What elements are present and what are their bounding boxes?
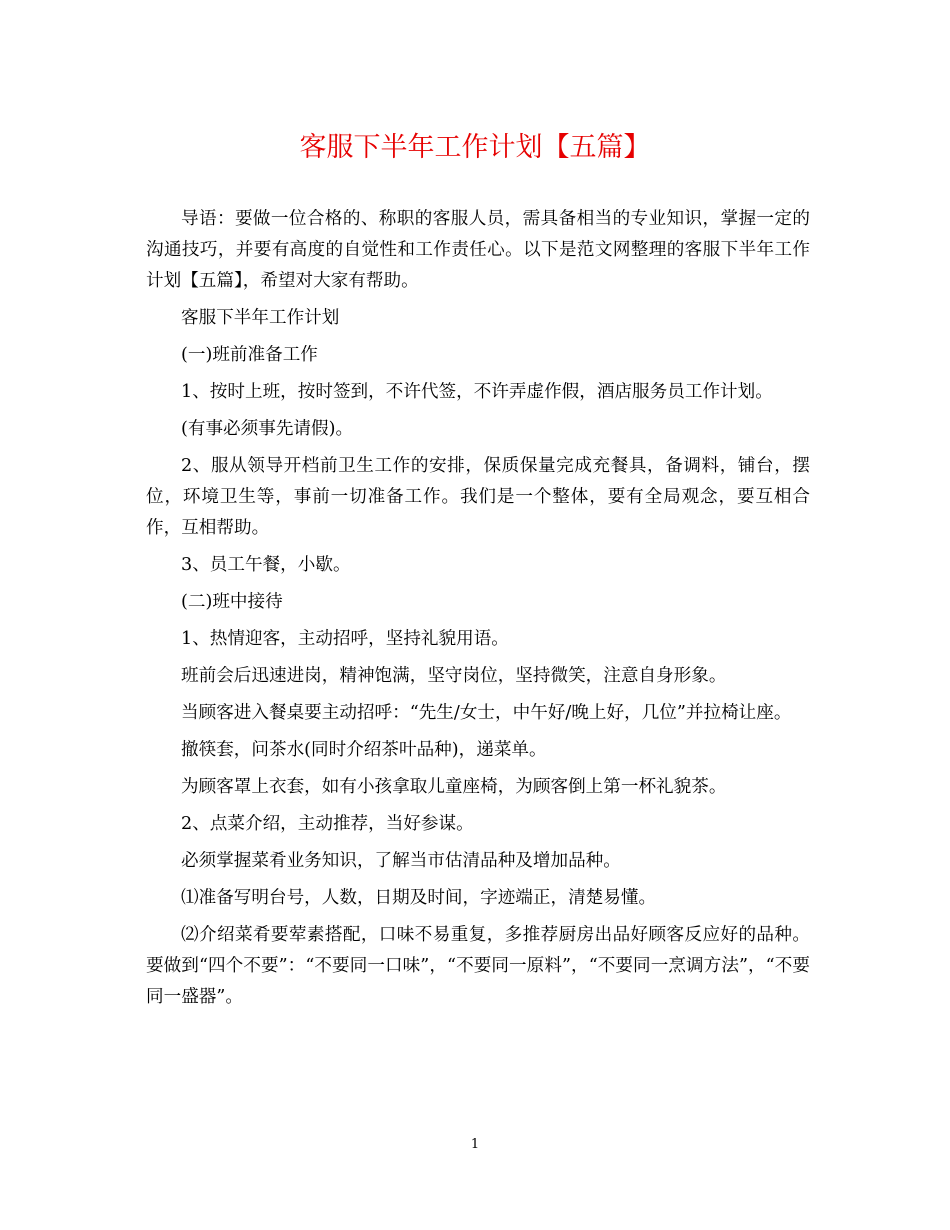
- paragraph: 为顾客罩上衣套，如有小孩拿取儿童座椅，为顾客倒上第一杯礼貌茶。: [181, 777, 727, 797]
- page-number: 1: [470, 1137, 480, 1152]
- paragraph: 1、按时上班，按时签到，不许代签，不许弄虚作假，酒店服务员工作计划。: [181, 382, 773, 402]
- paragraph-subtitle: 客服下半年工作计划: [181, 308, 340, 328]
- paragraph: 1、热情迎客，主动招呼，坚持礼貌用语。: [181, 629, 509, 649]
- paragraph: ⑴准备写明台号，人数，日期及时间，字迹端正，清楚易懂。: [181, 888, 657, 908]
- paragraph: 2、服从领导开档前卫生工作的安排，保质保量完成充餐具，备调料，铺台，摆位，环境卫生等，事前一切准备工作。我们是一个整体，要有全局观念，要互相合作，互相帮助。: [146, 456, 810, 538]
- paragraph-intro: 导语：要做一位合格的、称职的客服人员，需具备相当的专业知识，掌握一定的沟通技巧，并要有高度的自觉性和工作责任心。以下是范文网整理的客服下半年工作计划【五篇】，希望对大家有帮助。: [146, 209, 810, 291]
- paragraph: 班前会后迅速进岗，精神饱满，坚守岗位，坚持微笑，注意自身形象。: [181, 666, 727, 686]
- paragraph: ⑵介绍菜肴要荤素搭配，口味不易重复，多推荐厨房出品好顾客反应好的品种。要做到“四个不要”：“不要同一口味”，“不要同一原料”，“不要同一烹调方法”，“不要同一盛器”。: [146, 925, 810, 1007]
- paragraph-section-2-heading: (二)班中接待: [181, 592, 283, 612]
- document-title: 客服下半年工作计划【五篇】: [299, 132, 651, 163]
- paragraph: 当顾客进入餐桌要主动招呼：“先生/女士，中午好/晚上好，几位”并拉椅让座。: [181, 703, 792, 723]
- document-body: [146, 204, 810, 1013]
- paragraph: 撤筷套，问茶水(同时介绍茶叶品种)，递菜单。: [181, 740, 547, 760]
- paragraph: 2、点菜介绍，主动推荐，当好参谋。: [181, 814, 474, 834]
- paragraph: 3、员工午餐，小歇。: [181, 555, 351, 575]
- paragraph: (有事必须事先请假)。: [181, 419, 354, 439]
- paragraph: 必须掌握菜肴业务知识，了解当市估清品种及增加品种。: [181, 851, 621, 871]
- paragraph-section-1-heading: (一)班前准备工作: [181, 345, 318, 365]
